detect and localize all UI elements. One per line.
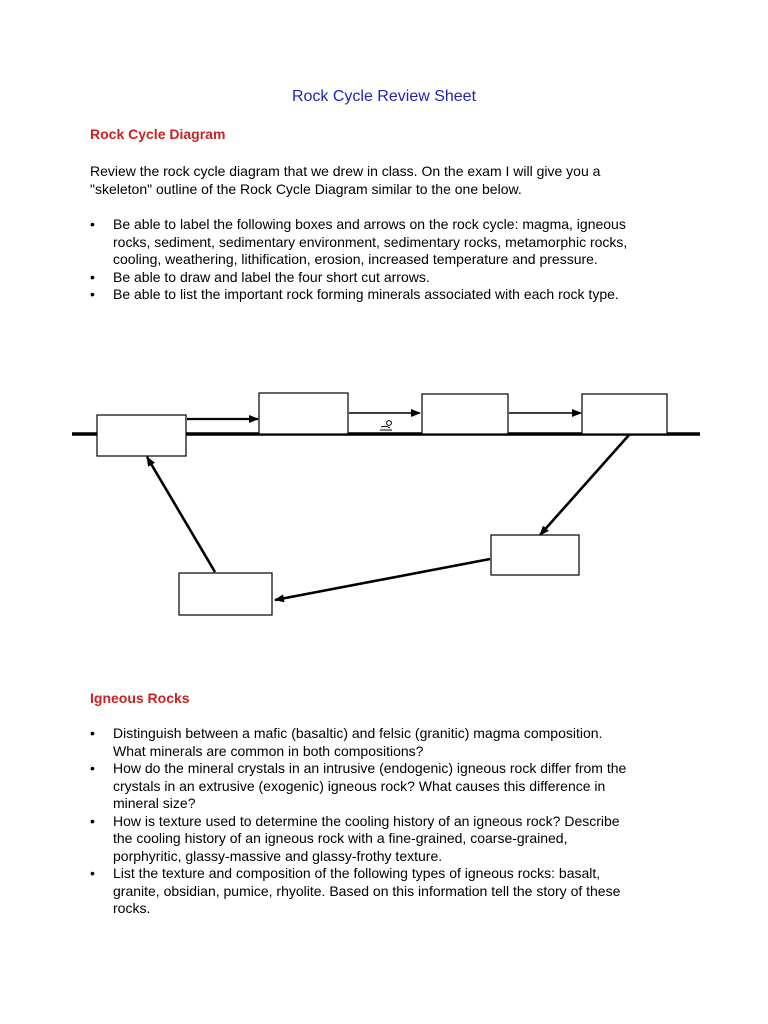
arrow-box4-to-box5 <box>540 435 629 535</box>
intro-line-1: Review the rock cycle diagram that we drew in class. On the exam I will give you a <box>90 163 601 179</box>
bullet-line: cooling, weathering, lithification, erosion, increased temperature and pressure. <box>113 251 598 267</box>
page-title: Rock Cycle Review Sheet <box>291 88 477 105</box>
list-item <box>90 286 710 304</box>
bullet-line: Be able to draw and label the four short cut arrows. <box>113 268 430 285</box>
diagram-box-5 <box>491 535 579 575</box>
igneous-bullet-list <box>90 725 690 918</box>
arrow-box6-to-box1 <box>147 457 215 572</box>
rock-cycle-heading: Rock Cycle Diagram <box>90 126 226 142</box>
list-item <box>90 269 710 287</box>
igneous-rocks-heading: Igneous Rocks <box>90 690 190 706</box>
bullet-line: Be able to label the following boxes and arrows on the rock cycle: magma, igneous <box>113 216 626 232</box>
bullet-line: rocks. <box>113 900 151 916</box>
bullet-line: How is texture used to determine the cooling history of an igneous rock? Describe <box>113 812 620 829</box>
diagram-box-1 <box>97 415 186 456</box>
diagram-box-6 <box>179 573 272 615</box>
small-anchor-mark <box>380 421 392 430</box>
bullet-line: What minerals are common in both compositions? <box>113 742 424 759</box>
bullet-line: mineral size? <box>113 795 196 811</box>
list-item <box>90 216 710 269</box>
bullet-line: crystals in an extrusive (exogenic) igneous rock? What causes this difference in <box>113 777 606 794</box>
diagram-box-4 <box>582 394 667 434</box>
bullet-line: Be able to list the important rock forming minerals associated with each rock type. <box>113 286 619 302</box>
bullet-line: porphyritic, glassy-massive and glassy-frothy texture. <box>113 847 443 864</box>
list-item <box>90 760 690 813</box>
bullet-line: How do the mineral crystals in an intrusive (endogenic) igneous rock differ from the <box>113 760 627 776</box>
rock-cycle-intro <box>90 162 690 198</box>
list-item <box>90 725 690 760</box>
bullet-line: the cooling history of an igneous rock with a fine-grained, coarse-grained, <box>113 830 568 846</box>
rock-cycle-bullet-list <box>90 216 710 304</box>
list-item <box>90 813 690 866</box>
rock-cycle-diagram <box>0 380 768 630</box>
list-item <box>90 865 690 918</box>
arrow-box5-to-box6 <box>275 559 490 600</box>
diagram-box-3 <box>422 394 508 434</box>
bullet-line: Distinguish between a mafic (basaltic) and felsic (granitic) magma composition. <box>113 725 603 741</box>
intro-line-2: "skeleton" outline of the Rock Cycle Diagram similar to the one below. <box>90 181 522 197</box>
diagram-box-2 <box>259 393 348 434</box>
bullet-line: granite, obsidian, pumice, rhyolite. Based on this information tell the story of these <box>113 882 621 899</box>
bullet-line: rocks, sediment, sedimentary environment, sedimentary rocks, metamorphic rocks, <box>113 233 628 250</box>
bullet-line: List the texture and composition of the following types of igneous rocks: basalt, <box>113 865 601 881</box>
